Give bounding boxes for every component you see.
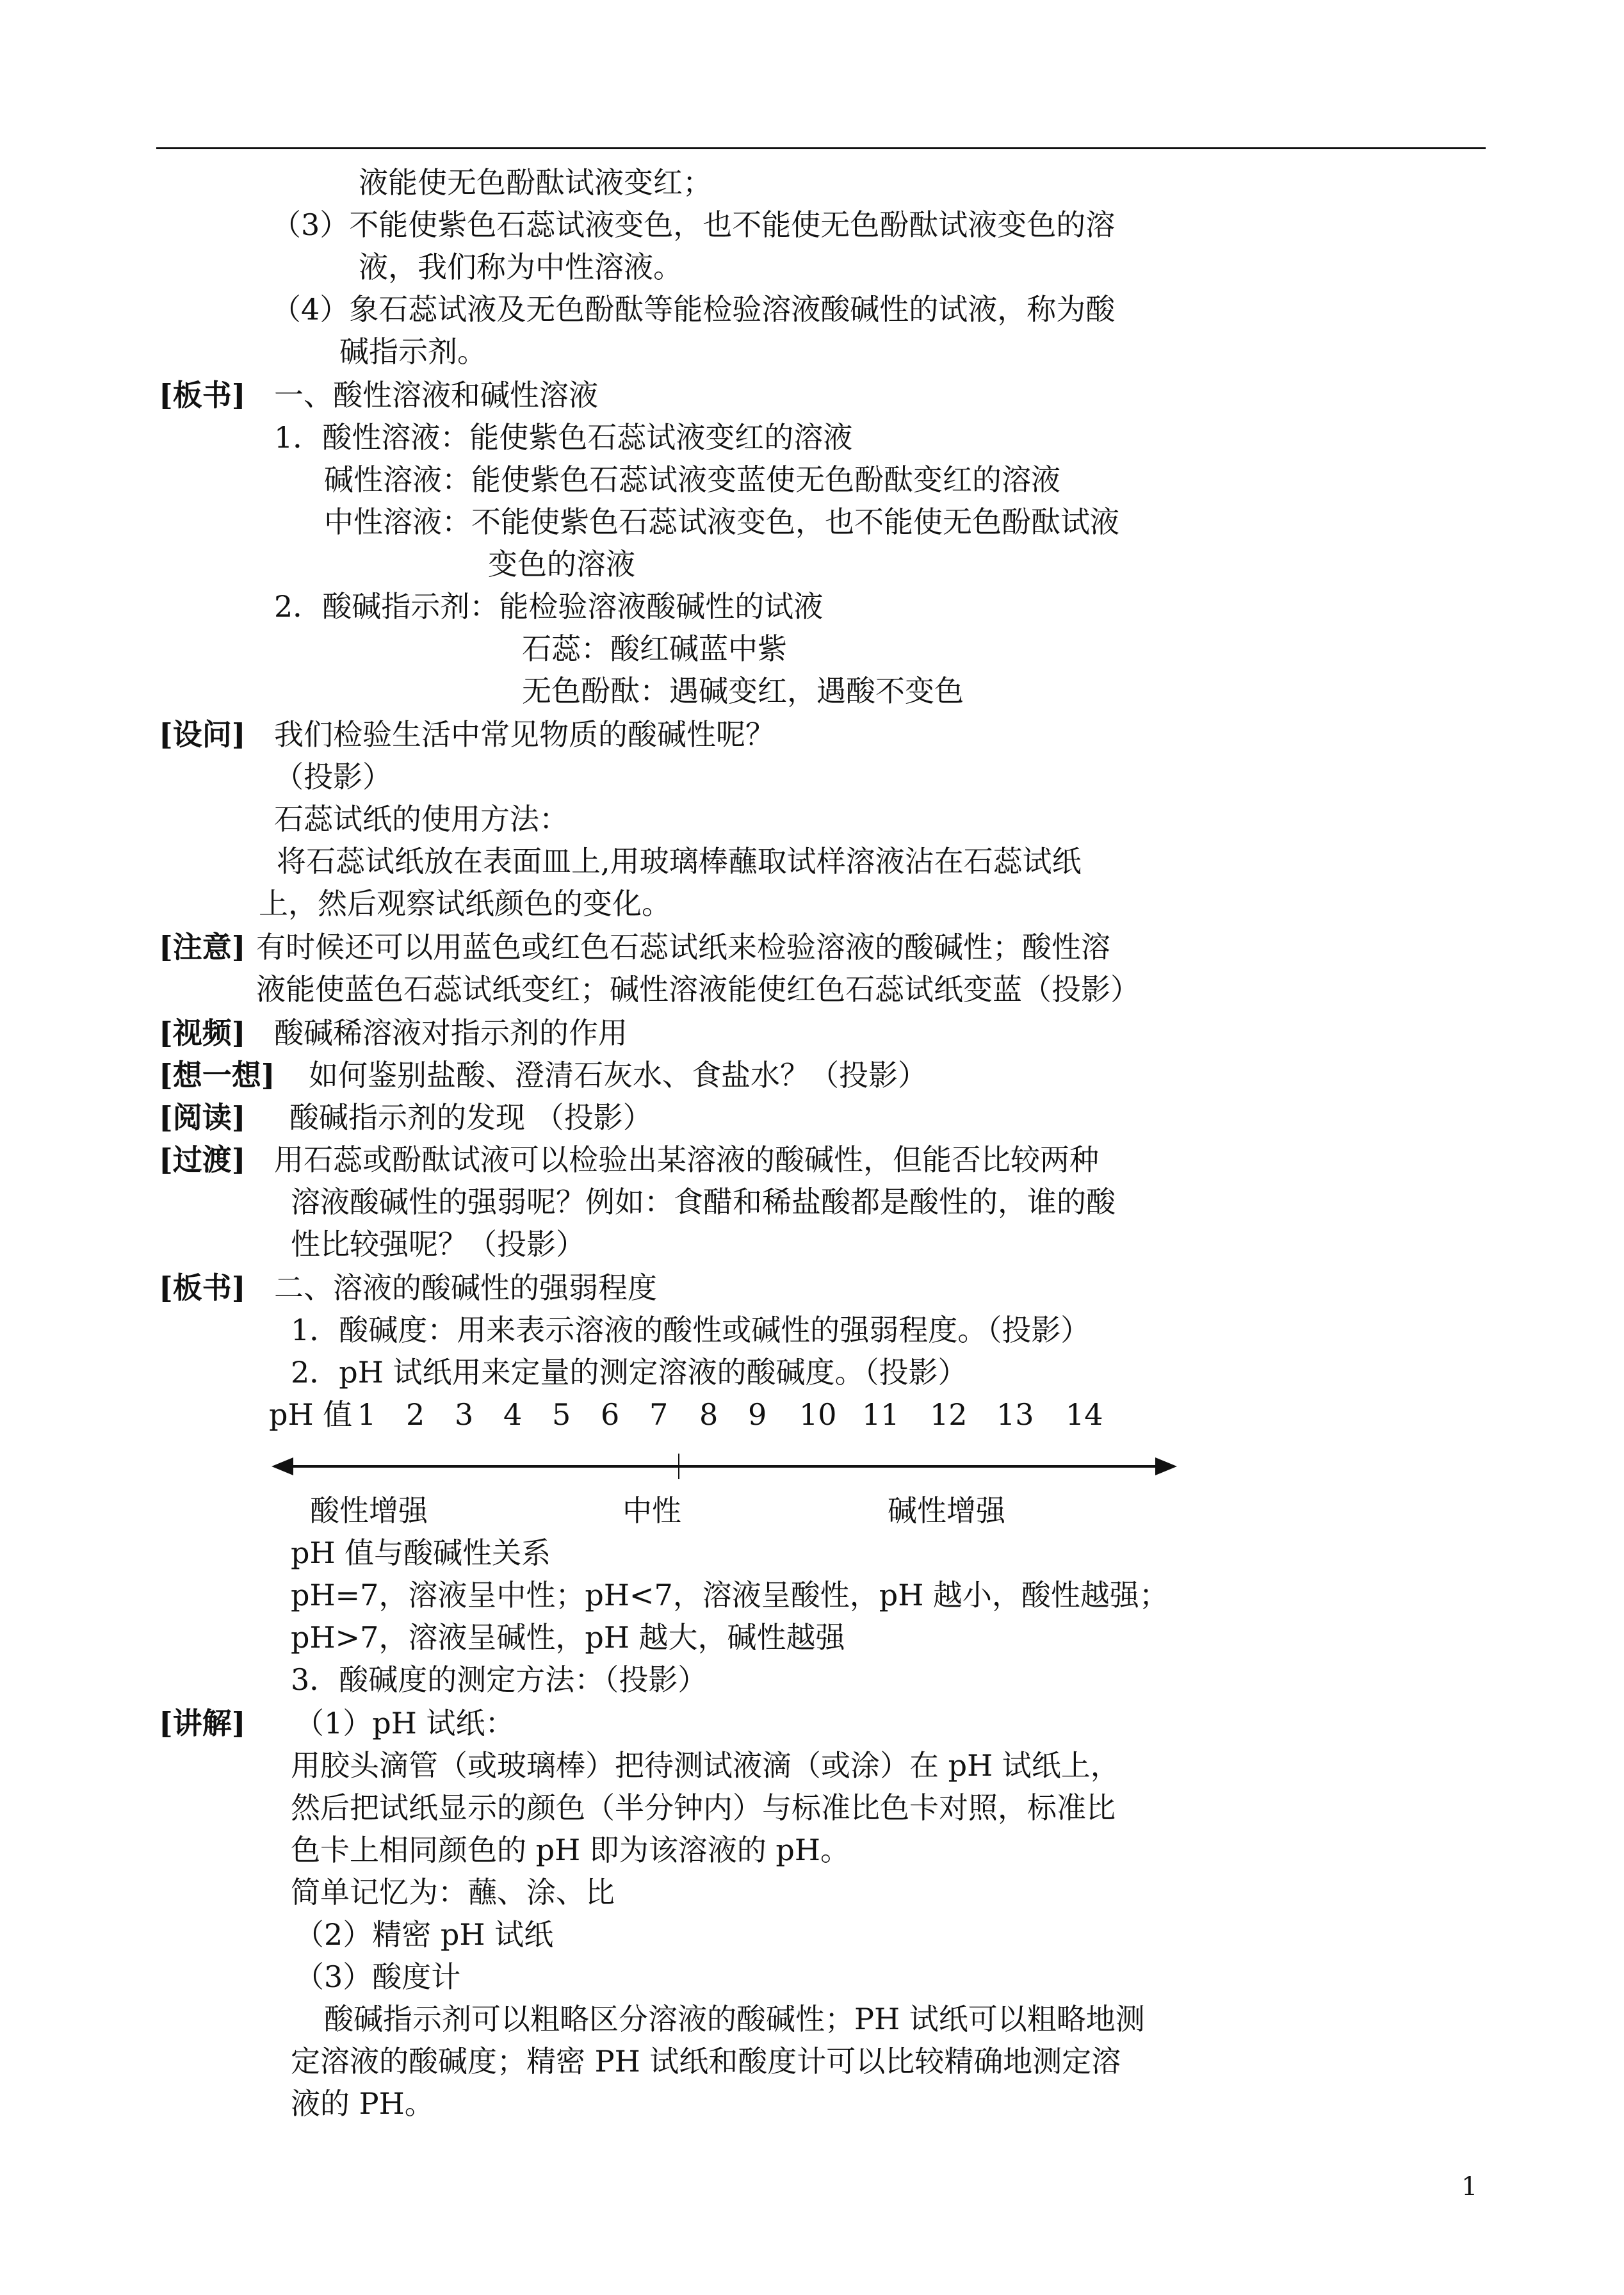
text-line: 酸碱指示剂可以粗略区分溶液的酸碱性；PH 试纸可以粗略地测 [324, 2002, 1145, 2036]
text-line: 如何鉴别盐酸、澄清石灰水、食盐水？（投影） [309, 1058, 927, 1092]
text-line: （3）酸度计 [295, 1959, 461, 1994]
text-line: 碱性溶液：能使紫色石蕊试液变蓝使无色酚酞变红的溶液 [324, 462, 1060, 497]
ph-tick: 3 [455, 1397, 474, 1432]
text-line: 液的 PH。 [291, 2086, 434, 2121]
text-line: 液能使蓝色石蕊试纸变红；碱性溶液能使红色石蕊试纸变蓝（投影） [256, 972, 1140, 1007]
text-line: 石蕊：酸红碱蓝中紫 [522, 631, 787, 666]
text-line: 然后把试纸显示的颜色（半分钟内）与标准比色卡对照，标准比 [291, 1790, 1116, 1825]
text-line: （投影） [274, 759, 392, 794]
ph-base-label: 碱性增强 [888, 1493, 1005, 1528]
text-line: 石蕊试纸的使用方法： [274, 802, 569, 836]
text-line: 有时候还可以用蓝色或红色石蕊试纸来检验溶液的酸碱性；酸性溶 [256, 930, 1110, 964]
text-line: pH>7，溶液呈碱性，pH 越大，碱性越强 [291, 1620, 845, 1655]
text-line: 液能使无色酚酞试液变红； [359, 165, 712, 200]
ph-acid-label: 酸性增强 [310, 1493, 428, 1528]
text-line: 色卡上相同颜色的 pH 即为该溶液的 pH。 [291, 1833, 850, 1867]
ph-scale-label: pH 值 [269, 1397, 353, 1432]
text-line: 2．pH 试纸用来定量的测定溶液的酸碱度。（投影） [291, 1355, 968, 1390]
text-line: pH=7，溶液呈中性；pH<7，溶液呈酸性，pH 越小，酸性越强； [291, 1578, 1169, 1612]
text-line: 酸碱稀溶液对指示剂的作用 [274, 1016, 628, 1050]
section-tag-board: [板书] [159, 378, 246, 412]
section-heading: 一、酸性溶液和碱性溶液 [274, 378, 598, 412]
ph-tick: 5 [552, 1397, 571, 1432]
text-line: 2．酸碱指示剂：能检验溶液酸碱性的试液 [274, 589, 824, 624]
ph-tick: 7 [649, 1397, 669, 1432]
page-number: 1 [1461, 2172, 1478, 2202]
section-tag-transition: [过渡] [159, 1142, 246, 1177]
text-line: 酸碱指示剂的发现 （投影） [289, 1100, 653, 1135]
text-line: 将石蕊试纸放在表面皿上,用玻璃棒蘸取试样溶液沾在石蕊试纸 [277, 844, 1082, 879]
text-line: 碱指示剂。 [339, 334, 487, 369]
section-tag-video: [视频] [159, 1016, 246, 1050]
text-line: （1）pH 试纸： [295, 1706, 515, 1740]
text-line: 上，然后观察试纸颜色的变化。 [259, 886, 671, 921]
text-line: 简单记忆为：蘸、涂、比 [291, 1875, 615, 1910]
ph-tick: 4 [503, 1397, 523, 1432]
ph-tick: 11 [862, 1397, 900, 1432]
text-line: 液，我们称为中性溶液。 [359, 250, 683, 284]
section-heading: 二、溶液的酸碱性的强弱程度 [274, 1270, 657, 1305]
ph-tick: 12 [930, 1397, 968, 1432]
ph-tick: 10 [799, 1397, 837, 1432]
text-line: 溶液酸碱性的强弱呢？例如：食醋和稀盐酸都是酸性的，谁的酸 [291, 1185, 1116, 1219]
ph-tick: 6 [601, 1397, 620, 1432]
text-line: 性比较强呢？（投影） [291, 1227, 585, 1261]
ph-tick: 9 [748, 1397, 767, 1432]
ph-tick: 2 [406, 1397, 425, 1432]
section-tag-read: [阅读] [159, 1100, 246, 1135]
text-line: （4）象石蕊试液及无色酚酞等能检验溶液酸碱性的试液，称为酸 [272, 292, 1116, 327]
text-line: 3．酸碱度的测定方法：（投影） [291, 1662, 708, 1697]
text-line: （3）不能使紫色石蕊试液变色，也不能使无色酚酞试液变色的溶 [272, 207, 1116, 242]
section-tag-think: [想一想] [159, 1058, 275, 1092]
text-line: 用胶头滴管（或玻璃棒）把待测试液滴（或涂）在 pH 试纸上， [291, 1748, 1120, 1783]
ph-neutral-label: 中性 [622, 1493, 681, 1528]
text-line: （2）精密 pH 试纸 [295, 1917, 554, 1952]
text-line: 用石蕊或酚酞试液可以检验出某溶液的酸碱性，但能否比较两种 [274, 1142, 1099, 1177]
text-line: 我们检验生活中常见物质的酸碱性呢？ [274, 717, 775, 752]
section-tag-board: [板书] [159, 1270, 246, 1305]
section-tag-explain: [讲解] [159, 1706, 246, 1740]
text-line: 变色的溶液 [488, 547, 635, 581]
section-tag-question: [设问] [159, 717, 246, 752]
ph-tick: 14 [1066, 1397, 1103, 1432]
text-line: 1．酸性溶液：能使紫色石蕊试液变红的溶液 [274, 420, 853, 455]
ph-tick: 13 [996, 1397, 1034, 1432]
text-line: 1．酸碱度：用来表示溶液的酸性或碱性的强弱程度。（投影） [291, 1313, 1091, 1347]
text-line: 定溶液的酸碱度；精密 PH 试纸和酸度计可以比较精确地测定溶 [291, 2044, 1121, 2079]
section-tag-note: [注意] [159, 930, 246, 964]
ph-tick: 1 [357, 1397, 377, 1432]
text-line: 中性溶液：不能使紫色石蕊试液变色，也不能使无色酚酞试液 [324, 505, 1119, 539]
text-line: 无色酚酞：遇碱变红，遇酸不变色 [522, 674, 964, 708]
ph-tick: 8 [699, 1397, 719, 1432]
text-line: pH 值与酸碱性关系 [291, 1536, 551, 1570]
